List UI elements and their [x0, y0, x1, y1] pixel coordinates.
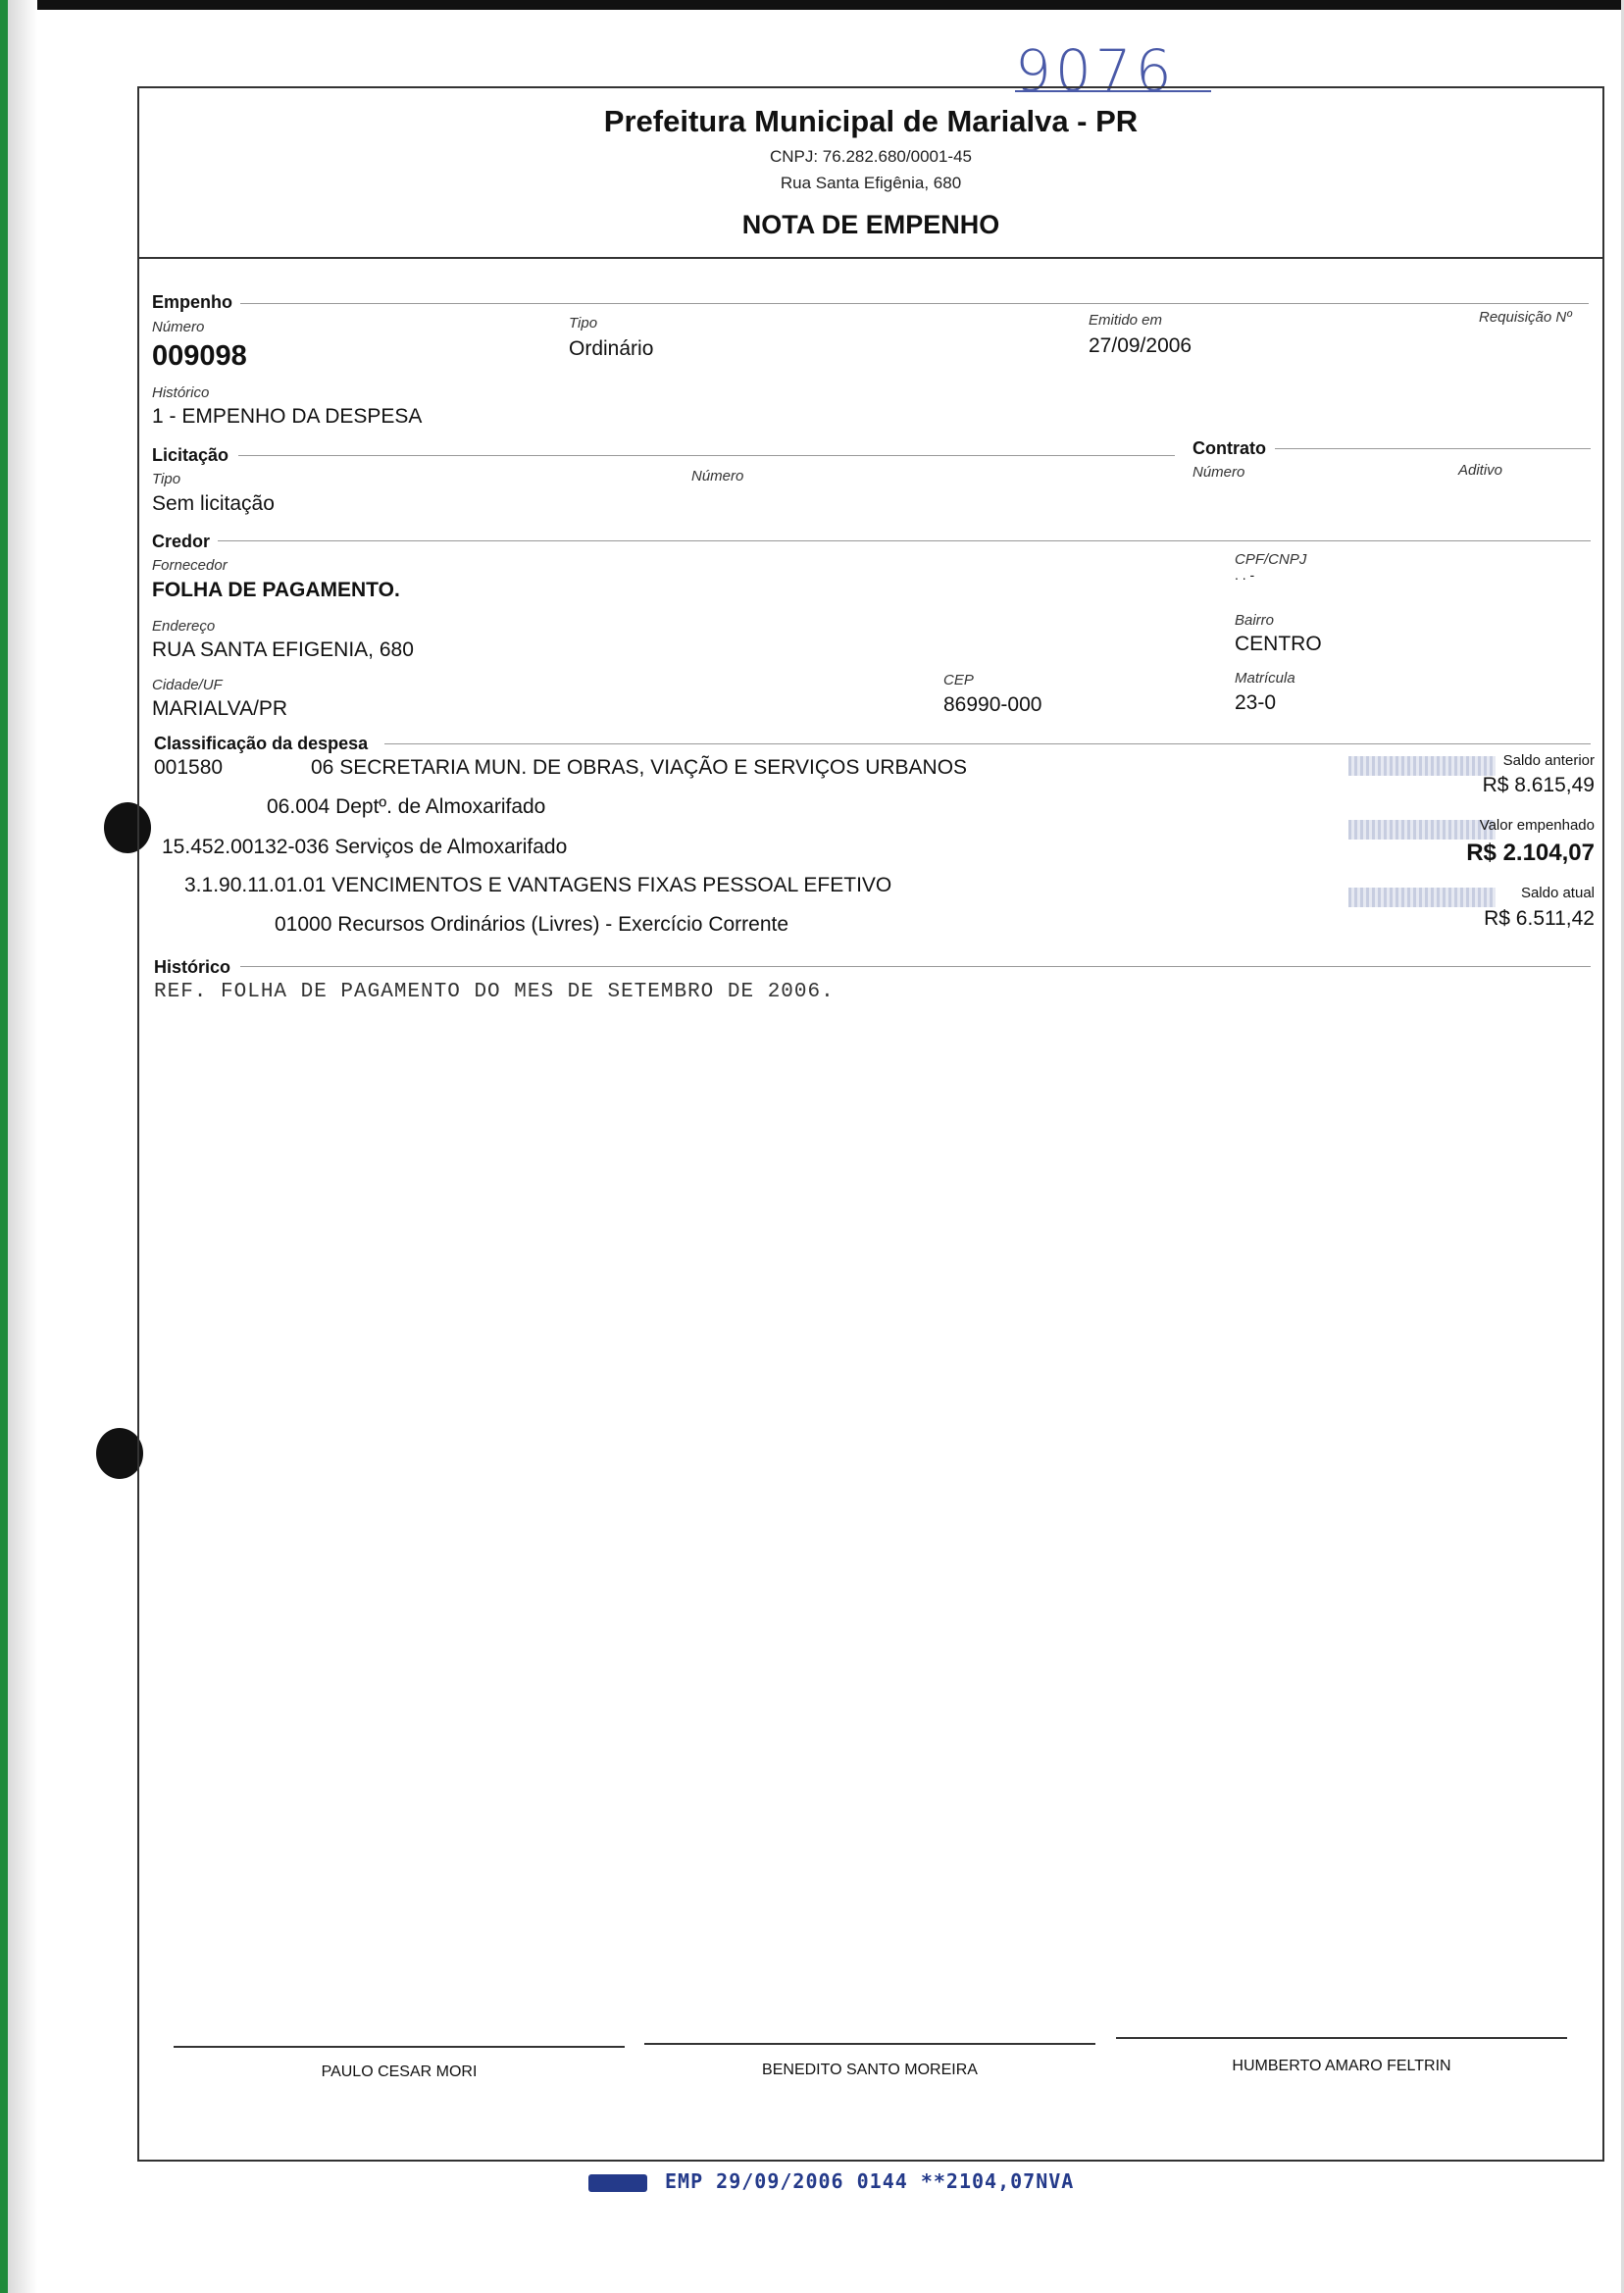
- credor-fornecedor-label: Fornecedor: [152, 557, 228, 574]
- document-title: NOTA DE EMPENHO: [741, 210, 1000, 239]
- credor-cpf-label: CPF/CNPJ: [1235, 551, 1307, 568]
- header-separator: [137, 257, 1604, 259]
- header-cnpj: CNPJ: 76.282.680/0001-45: [769, 147, 973, 166]
- classificacao-fonte: 01000 Recursos Ordinários (Livres) - Exercício Corrente: [275, 913, 789, 936]
- header-address: Rua Santa Efigênia, 680: [780, 174, 962, 192]
- credor-cidade-label: Cidade/UF: [152, 677, 223, 693]
- stamp-logo-icon: [588, 2174, 647, 2192]
- credor-cidade: MARIALVA/PR: [152, 697, 288, 720]
- empenho-section-label: Empenho: [152, 292, 233, 312]
- classificacao-section-line: [384, 743, 1591, 744]
- saldo-anterior: R$ 8.615,49: [1482, 774, 1595, 796]
- contrato-aditivo-label: Aditivo: [1458, 462, 1503, 479]
- scan-left-edge: [0, 0, 8, 2293]
- credor-endereco: RUA SANTA EFIGENIA, 680: [152, 638, 414, 661]
- empenho-section-line: [240, 303, 1589, 304]
- classificacao-orgao: 06 SECRETARIA MUN. DE OBRAS, VIAÇÃO E SERVIÇOS URBANOS: [311, 756, 968, 779]
- handwritten-number: 9076: [1015, 37, 1176, 104]
- credor-section-line: [218, 540, 1591, 541]
- credor-bairro-label: Bairro: [1235, 612, 1275, 629]
- empenho-tipo-label: Tipo: [569, 315, 598, 331]
- credor-bairro: CENTRO: [1235, 633, 1322, 655]
- credor-matricula: 23-0: [1235, 691, 1277, 714]
- classificacao-codigo: 001580: [154, 756, 224, 779]
- signature-line-1: [174, 2046, 625, 2048]
- scan-top-edge: [0, 0, 1624, 10]
- credor-fornecedor: FOLHA DE PAGAMENTO.: [152, 579, 400, 601]
- saldo-anterior-label: Saldo anterior: [1502, 752, 1595, 769]
- scan-left-shadow: [8, 0, 37, 2293]
- empenho-emitido: 27/09/2006: [1089, 334, 1193, 357]
- licitacao-tipo-label: Tipo: [152, 471, 181, 487]
- classificacao-elemento: 3.1.90.11.01.01 VENCIMENTOS E VANTAGENS FIXAS PESSOAL EFETIVO: [184, 874, 892, 896]
- contrato-section-label: Contrato: [1193, 438, 1266, 458]
- credor-section-label: Credor: [152, 532, 211, 551]
- empenho-numero: 009098: [152, 340, 247, 372]
- empenho-numero-label: Número: [152, 319, 205, 335]
- document-frame: [137, 86, 1604, 2162]
- licitacao-tipo: Sem licitação: [152, 492, 275, 515]
- empenho-historico: 1 - EMPENHO DA DESPESA: [152, 405, 423, 428]
- valor-empenhado-label: Valor empenhado: [1479, 817, 1595, 834]
- classificacao-unidade: 06.004 Deptº. de Almoxarifado: [267, 795, 546, 818]
- empenho-tipo: Ordinário: [569, 337, 654, 360]
- signature-name-2: BENEDITO SANTO MOREIRA: [762, 2062, 978, 2078]
- licitacao-section-label: Licitação: [152, 445, 229, 465]
- punch-hole-bottom: [96, 1428, 143, 1479]
- empenho-historico-label: Histórico: [152, 384, 210, 401]
- classificacao-section-label: Classificação da despesa: [154, 734, 369, 753]
- page-title: Prefeitura Municipal de Marialva - PR: [603, 104, 1139, 138]
- contrato-section-line: [1275, 448, 1591, 449]
- empenho-requisicao-label: Requisição Nº: [1479, 309, 1572, 326]
- credor-endereco-label: Endereço: [152, 618, 216, 635]
- saldo-atual-label: Saldo atual: [1520, 885, 1595, 901]
- licitacao-section-line: [238, 455, 1175, 456]
- signature-name-3: HUMBERTO AMARO FELTRIN: [1232, 2058, 1451, 2074]
- signature-name-1: PAULO CESAR MORI: [321, 2064, 478, 2080]
- footer-stamp: [588, 2169, 1074, 2193]
- credor-matricula-label: Matrícula: [1235, 670, 1295, 687]
- credor-cep: 86990-000: [943, 693, 1042, 716]
- historico-text: REF. FOLHA DE PAGAMENTO DO MES DE SETEMBRO DE 2006.: [154, 981, 835, 1003]
- classificacao-funcional: 15.452.00132-036 Serviços de Almoxarifado: [162, 836, 568, 858]
- credor-cep-label: CEP: [943, 672, 974, 688]
- saldo-atual: R$ 6.511,42: [1484, 907, 1595, 930]
- signature-line-2: [644, 2043, 1095, 2045]
- historico-section-label: Histórico: [154, 957, 231, 977]
- historico-section-line: [240, 966, 1591, 967]
- empenho-emitido-label: Emitido em: [1089, 312, 1163, 329]
- contrato-numero-label: Número: [1193, 464, 1245, 481]
- signature-line-3: [1116, 2037, 1567, 2039]
- credor-cpf: . . -: [1235, 567, 1255, 583]
- licitacao-numero-label: Número: [691, 468, 744, 484]
- footer-stamp-text: EMP 29/09/2006 0144 **2104,07NVA: [665, 2169, 1075, 2193]
- valor-empenhado: R$ 2.104,07: [1466, 840, 1595, 866]
